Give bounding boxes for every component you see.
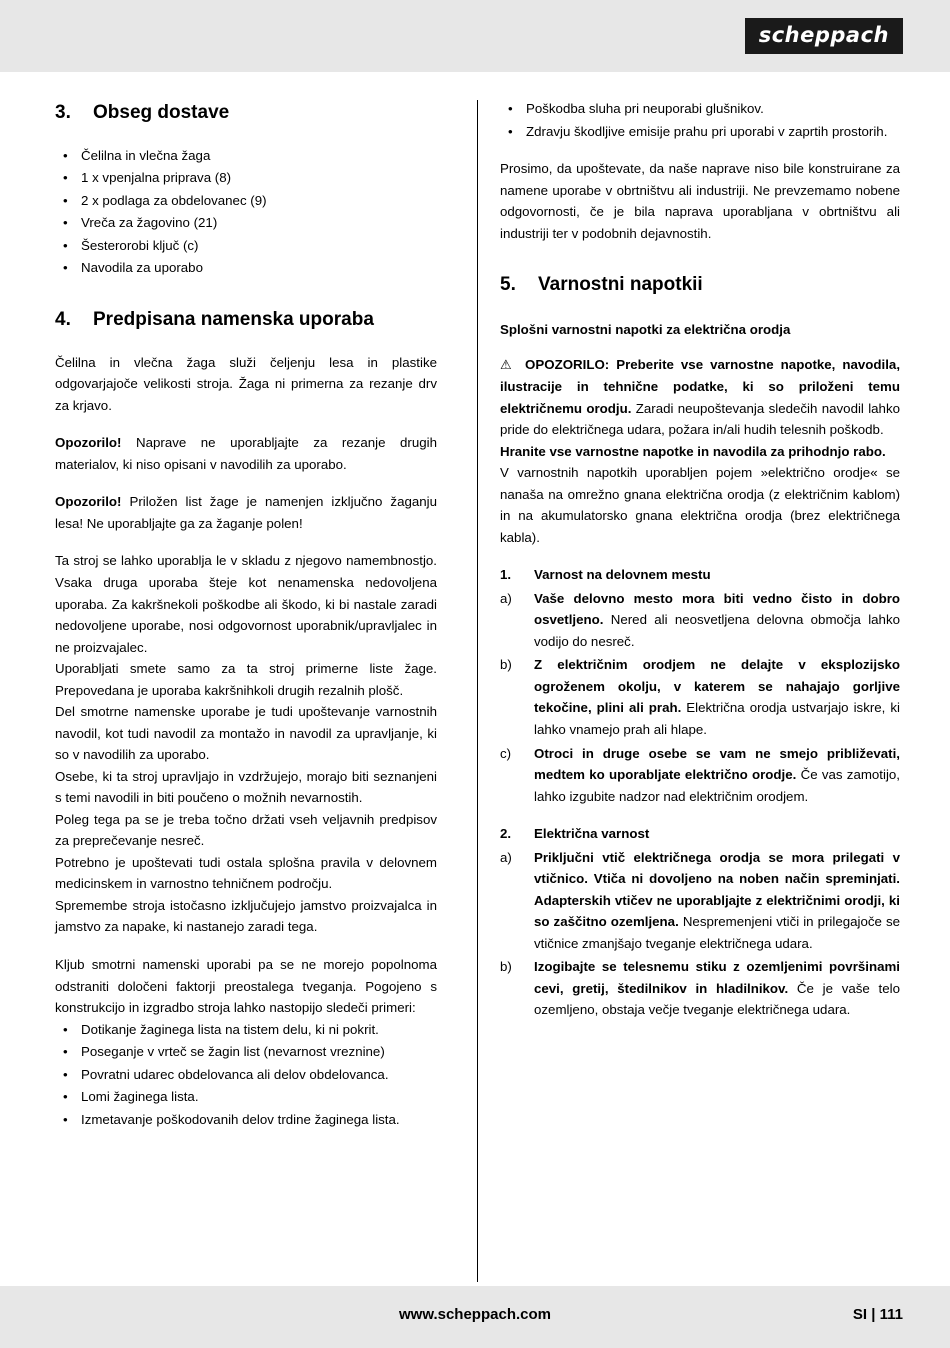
list-item: • Šesterorobi ključ (c) — [55, 235, 437, 257]
item-bold-text: Z električnim orodjem ne delajte v eksplozijsko ogroženem okolju, v katerem se nahajajo gorljive tekočine, plini ali prah. — [534, 657, 900, 716]
paragraph-definition-power-tool: V varnostnih napotkih uporabljen pojem »električno orodje« se nanaša na omrežno gnana električna orodja (z električnim kablom) in na akumulatorsko gnana električna orodja (brez električnega kabla). — [500, 465, 900, 545]
item-text — [534, 956, 900, 1021]
heading-section-4 — [55, 305, 437, 336]
list-item: • Izmetavanje poškodovanih delov trdine žaginega lista. — [55, 1109, 437, 1131]
warning-text: Naprave ne uporabljajte za rezanje drugih materialov, ki niso opisani v navodilih za uporabo. — [55, 435, 437, 472]
item-letter: a) — [500, 590, 512, 606]
column-divider — [477, 100, 478, 1282]
warning-text: Priložen list žage je namenjen izključno žaganju lesa! Ne uporabljajte ga za žaganje polen! — [55, 494, 437, 531]
page-content — [0, 72, 950, 1286]
group-1-number: 1. — [500, 567, 512, 583]
footer-page-number: SI | 111 — [852, 1306, 903, 1323]
warning-label: Opozorilo! — [55, 494, 122, 510]
group-2-title: Električna varnost — [534, 826, 650, 842]
item-bold-text: Vaše delovno mesto mora biti vedno čisto in dobro osvetljeno. — [534, 590, 900, 628]
safety-item — [500, 654, 900, 740]
list-item: • Povratni udarec obdelovanca ali delov obdelovanca. — [55, 1064, 437, 1086]
list-item: • Zdravju škodljive emisije prahu pri uporabi v zaprtih prostorih. — [500, 121, 900, 143]
list-item: • Dotikanje žaginega lista na tistem delu, ki ni pokrit. — [55, 1019, 437, 1041]
paragraph-residual-risks: Kljub smotrni namenski uporabi pa se ne morejo popolnoma odstraniti določeni faktorji preostalega tveganja. Pogojeno s konstrukcijo in izgradbo stroja lahko nastopijo sledeči primeri: — [55, 957, 437, 1016]
group-2-number: 2. — [500, 826, 512, 842]
paragraph-intended-use-1: Čelilna in vlečna žaga služi čeljenju lesa in plastike odgovarjajoče velikosti stroja. Žaga ni primerna za rezanje drv za krjavo. — [55, 354, 437, 413]
paragraph-warning-2 — [55, 491, 437, 534]
delivery-contents-list — [55, 145, 437, 279]
warning-bold-text: OPOZORILO: Preberite vse varnostne napotke, navodila, ilustracije in tehnične podatke, ki so priloženi temu električnemu orodju. — [500, 357, 901, 416]
paragraph-commercial-use: Prosimo, da upoštevate, da naše naprave niso bile konstruirane za namene uporabe v obrtništvu ali industriji. Ne prevzemamo nobene odgovornosti, če je bila naprava uporabljana v obrtništvu ali industriji ter v podobnih dejavnostih. — [500, 161, 900, 241]
list-item: • 2 x podlaga za obdelovanec (9) — [55, 190, 437, 212]
section-3-number: 3. — [55, 102, 71, 123]
paragraph-intended-use-4: Del smotrne namenske uporabe je tudi upoštevanje varnostnih navodil, kot tudi navodil za montažo in navodil za upravljanje, ki so v navodilih za uporabo. — [55, 704, 437, 763]
page-header — [0, 0, 950, 72]
group-1-title: Varnost na delovnem mestu — [534, 567, 711, 583]
paragraph-intended-use-5: Osebe, ki ta stroj upravljajo in vzdržujejo, morajo biti seznanjeni s temi navodili in biti poučeno o možnih nevarnostih. — [55, 768, 437, 806]
section-5-title: Varnostni napotkii — [538, 274, 703, 296]
paragraph-intended-use-3: Uporabljati smete samo za ta stroj primerne liste žage. Prepovedana je uporaba kakršnihkoli drugih rezalnih plošč. — [55, 661, 437, 698]
list-item: • Lomi žaginega lista. — [55, 1086, 437, 1108]
footer-website-url: www.scheppach.com — [399, 1306, 551, 1323]
item-normal-text: Električna orodja ustvarjajo iskre, ki lahko vnamejo prah ali hlape. — [534, 700, 900, 737]
paragraph-intended-use-6: Poleg tega pa se je treba točno držati vseh veljavnih predpisov za preprečevanje nesreč. — [55, 811, 437, 849]
residual-risks-list — [55, 1019, 437, 1131]
item-text — [534, 743, 900, 808]
list-item: • Poseganje v vrteč se žagin list (nevarnost vreznine) — [55, 1041, 437, 1063]
item-bold-text: Priključni vtič električnega orodja se mora prilegati v vtičnico. Vtiča ni dovoljeno na noben način spreminjati. Adapterskih vtičev ne uporabljajte z električnimi orodji, ki so zaščitno ozemljena. — [534, 849, 900, 930]
heading-section-3 — [55, 98, 437, 129]
subheading-general-safety: Splošni varnostni napotki za električna orodja — [500, 321, 791, 337]
paragraph-intended-use-7: Potrebno je upoštevati tudi ostala splošna pravila v delovnem medicinskem in varnostno tehničnem področju. — [55, 854, 437, 892]
list-item: • Vreča za žagovino (21) — [55, 212, 437, 234]
list-item: • 1 x vpenjalna priprava (8) — [55, 167, 437, 189]
section-5-number: 5. — [500, 274, 516, 296]
list-item: • Poškodba sluha pri neuporabi glušnikov. — [500, 98, 900, 120]
section-3-title: Obseg dostave — [93, 102, 230, 123]
warning-triangle-icon: ⚠ — [500, 357, 515, 373]
scheppach-logo: scheppach — [745, 18, 903, 54]
item-normal-text: Če je vaše telo ozemljeno, obstaja večje tveganje električnega udara. — [534, 980, 900, 1018]
paragraph-keep-instructions: Hranite vse varnostne napotke in navodila za prihodnjo rabo. — [500, 443, 886, 459]
item-bold-text: Izogibajte se telesnemu stiku z ozemljenimi površinami cevi, gretij, štedilnikov in hladilnikov. — [534, 959, 900, 996]
list-item: • Čelilna in vlečna žaga — [55, 145, 437, 167]
item-letter: c) — [500, 745, 512, 761]
warning-normal-text: Zaradi neupoštevanja sledečih navodil lahko pride do električnega udara, požara in/ali hudih telesnih poškodb. — [500, 400, 900, 438]
paragraph-intended-use-2: Ta stroj se lahko uporablja le v skladu z njegovo namembnostjo. Vsaka druga uporaba šteje kot nenamenska nedovoljena uporaba. Za kakršnekoli poškodbe ali škodo, ki bi nastale zaradi nedovoljene uporabe, nosi odgovornost uporabnik/upravljalec in ne proizvajalec. — [55, 553, 437, 655]
list-item: • Navodila za uporabo — [55, 257, 437, 279]
safety-item — [500, 956, 900, 1021]
paragraph-main-warning — [500, 354, 900, 440]
safety-item — [500, 588, 900, 653]
item-normal-text: Če vas zamotijo, lahko izgubite nadzor nad električnim orodjem. — [534, 767, 901, 804]
item-letter: b) — [500, 657, 512, 673]
item-text — [534, 588, 900, 653]
item-bold-text: Otroci in druge osebe se vam ne smejo približevati, medtem ko uporabljate električno orodje. — [534, 745, 900, 783]
heading-group-1 — [500, 564, 900, 586]
page-footer — [0, 1286, 950, 1348]
paragraph-warning-1 — [55, 432, 437, 475]
item-letter: a) — [500, 849, 512, 865]
heading-group-2 — [500, 823, 900, 845]
section-4-number: 4. — [55, 308, 71, 330]
item-letter: b) — [500, 959, 512, 975]
residual-risks-list-continued — [500, 98, 900, 142]
item-normal-text: Nespremenjeni vtiči in prilegajoče se vtičnice zmanjšajo tveganje električnega udara. — [534, 914, 900, 951]
safety-item — [500, 847, 900, 955]
item-normal-text: Nered ali neosvetljena delovna območja lahko vodijo do nesreč. — [534, 612, 900, 649]
right-column — [500, 98, 900, 1286]
safety-item — [500, 743, 900, 808]
paragraph-intended-use-8: Spremembe stroja istočasno izključujejo jamstvo proizvajalca in jamstvo za napake, ki nastanejo zaradi tega. — [55, 897, 437, 935]
warning-label: Opozorilo! — [55, 435, 122, 451]
item-text — [534, 847, 900, 955]
left-column — [55, 98, 455, 1286]
heading-section-5 — [500, 270, 900, 301]
item-text — [534, 654, 900, 740]
section-4-title: Predpisana namenska uporaba — [93, 308, 374, 330]
